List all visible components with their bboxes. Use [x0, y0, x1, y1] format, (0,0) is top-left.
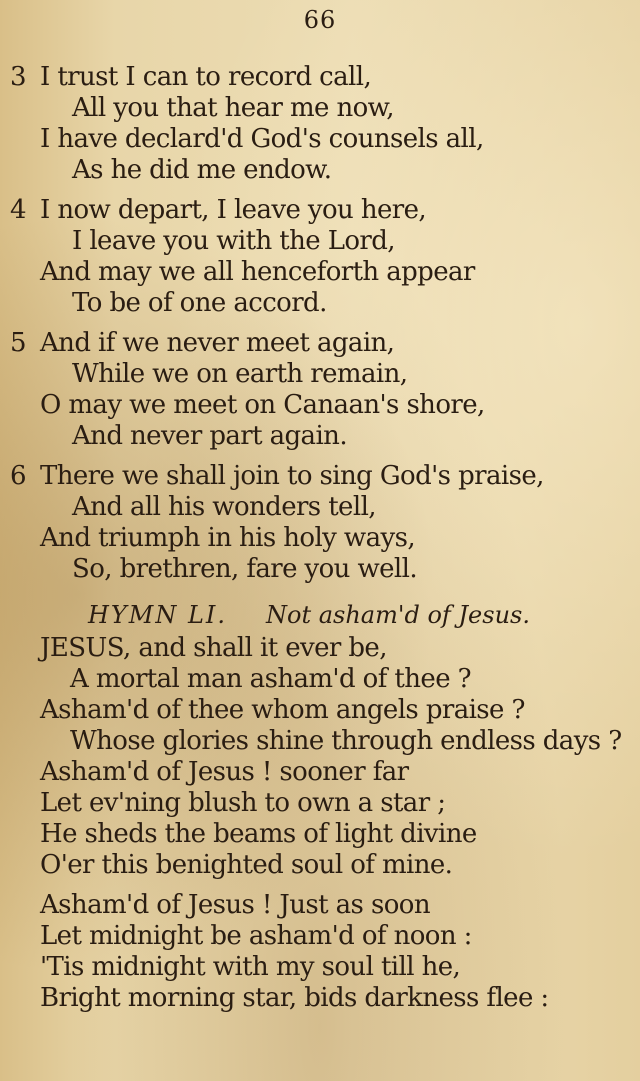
- verse-text: As he did me endow.: [72, 155, 332, 185]
- verse-text: Let midnight be asham'd of noon :: [40, 921, 472, 951]
- verse-text: So, brethren, fare you well.: [72, 554, 418, 584]
- verse-line: [0, 952, 640, 983]
- verse-line: [0, 757, 640, 788]
- verse-text: There we shall join to sing God's praise,: [40, 461, 544, 491]
- stanza-number: 4: [10, 195, 26, 225]
- verse-text: And may we all henceforth appear: [40, 257, 475, 287]
- verse-text: JESUS, and shall it ever be,: [40, 633, 387, 663]
- stanza-3: [0, 62, 640, 186]
- hymn-stanza-2: [0, 890, 640, 1014]
- verse-line: [0, 257, 640, 288]
- verse-line: [0, 155, 640, 186]
- verse-text: 'Tis midnight with my soul till he,: [40, 952, 461, 982]
- verse-text: I trust I can to record call,: [40, 62, 372, 92]
- verse-line: [0, 359, 640, 390]
- verse-text: And all his wonders tell,: [72, 492, 376, 522]
- text-block: [0, 62, 640, 1023]
- verse-text: Asham'd of thee whom angels praise ?: [40, 695, 525, 725]
- verse-text: Asham'd of Jesus ! sooner far: [40, 757, 409, 787]
- verse-line: [0, 554, 640, 585]
- verse-line: [0, 788, 640, 819]
- verse-line: [0, 523, 640, 554]
- stanza-number: 5: [10, 328, 26, 358]
- verse-line: [0, 819, 640, 850]
- verse-line: [0, 93, 640, 124]
- verse-line: [0, 664, 640, 695]
- verse-text: All you that hear me now,: [72, 93, 394, 123]
- verse-text: I now depart, I leave you here,: [40, 195, 427, 225]
- verse-text: O may we meet on Canaan's shore,: [40, 390, 485, 420]
- verse-text: And if we never meet again,: [40, 328, 395, 358]
- verse-text: Asham'd of Jesus ! Just as soon: [40, 890, 430, 920]
- verse-text: Whose glories shine through endless days ?: [70, 726, 622, 756]
- verse-line: [0, 421, 640, 452]
- verse-line: [0, 328, 640, 359]
- hymn-subtitle: Not asham'd of Jesus.: [266, 601, 530, 629]
- hymn-label: HYMN LI.: [88, 601, 228, 629]
- verse-text: And triumph in his holy ways,: [40, 523, 415, 553]
- verse-line: [0, 633, 640, 664]
- verse-line: [0, 461, 640, 492]
- verse-text: O'er this benighted soul of mine.: [40, 850, 453, 880]
- stanza-number: 3: [10, 62, 26, 92]
- verse-line: [0, 124, 640, 155]
- verse-line: [0, 288, 640, 319]
- verse-line: [0, 850, 640, 881]
- verse-line: [0, 726, 640, 757]
- verse-text: He sheds the beams of light divine: [40, 819, 477, 849]
- verse-text: And never part again.: [72, 421, 347, 451]
- verse-text: A mortal man asham'd of thee ?: [70, 664, 471, 694]
- stanza-4: [0, 195, 640, 319]
- verse-line: [0, 921, 640, 952]
- verse-text: Bright morning star, bids darkness flee :: [40, 983, 549, 1013]
- hymn-heading: [0, 597, 640, 633]
- verse-text: I leave you with the Lord,: [72, 226, 395, 256]
- stanza-6: [0, 461, 640, 585]
- verse-line: [0, 492, 640, 523]
- verse-text: To be of one accord.: [72, 288, 327, 318]
- verse-line: [0, 695, 640, 726]
- stanza-number: 6: [10, 461, 26, 491]
- verse-line: [0, 390, 640, 421]
- stanza-5: [0, 328, 640, 452]
- verse-text: While we on earth remain,: [72, 359, 408, 389]
- verse-line: [0, 62, 640, 93]
- verse-line: [0, 195, 640, 226]
- verse-line: [0, 226, 640, 257]
- verse-line: [0, 983, 640, 1014]
- verse-text: Let ev'ning blush to own a star ;: [40, 788, 446, 818]
- verse-line: [0, 890, 640, 921]
- verse-text: I have declard'd God's counsels all,: [40, 124, 484, 154]
- page-number: 66: [303, 6, 337, 34]
- hymn-stanza-1: [0, 633, 640, 881]
